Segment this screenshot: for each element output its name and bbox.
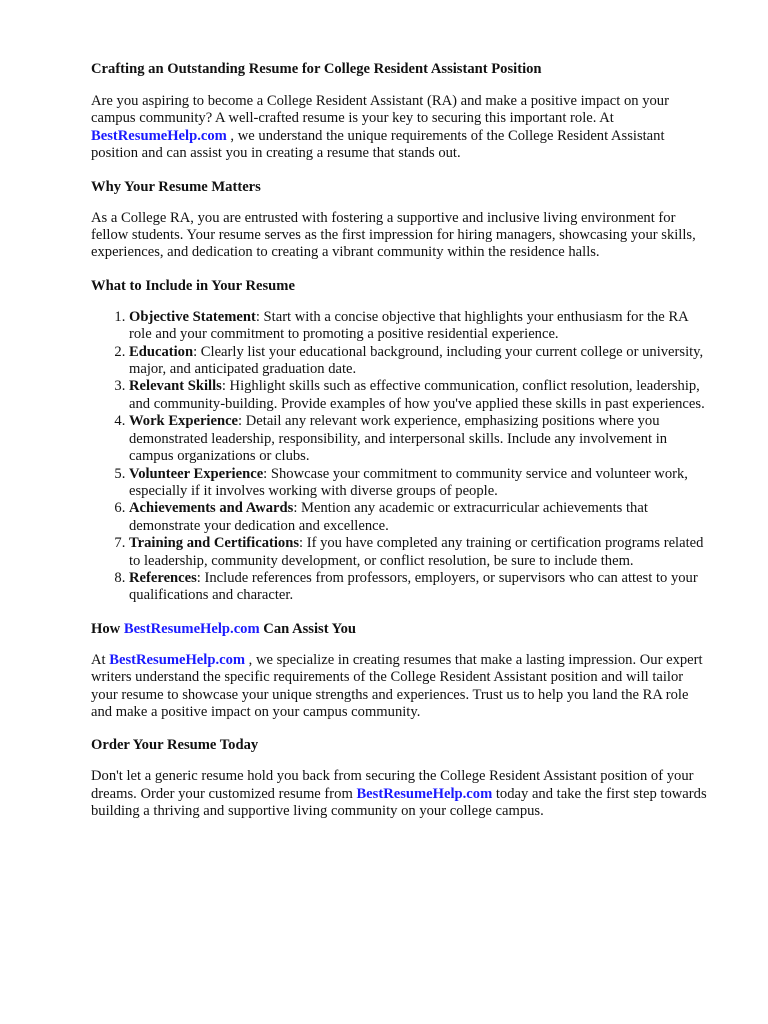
include-heading: What to Include in Your Resume: [91, 277, 295, 294]
list-item-text: : Mention any academic or extracurricular achievements that demonstrate your dedication and excellence.: [129, 500, 648, 534]
assist-heading-start: How: [91, 620, 124, 637]
list-item-term: Work Experience: [129, 413, 239, 430]
assist-text-end: , we specialize in creating resumes that make a lasting impression. Our expert writers understand the specific requirements of the College Resident Assistant position and will tailor your resume to showcase your unique strengths and experiences. Trust us to help you land the RA role and make a positive impact on your campus community.: [91, 651, 703, 720]
list-item: [129, 535, 712, 570]
assist-heading-end: Can Assist You: [259, 620, 357, 637]
list-item-term: References: [129, 569, 197, 586]
list-item-term: Relevant Skills: [129, 378, 222, 395]
list-item: [129, 309, 712, 344]
order-link[interactable]: BestResumeHelp.com: [356, 785, 493, 802]
list-item: [129, 413, 712, 465]
intro-text-start: Are you aspiring to become a College Resident Assistant (RA) and make a positive impact on your campus community? A well-crafted resume is your key to securing this important role. At: [91, 93, 669, 127]
list-item-term: Objective Statement: [129, 308, 256, 325]
list-item-text: : Include references from professors, employers, or supervisors who can attest to your qualifications and character.: [129, 569, 698, 604]
list-item-term: Achievements and Awards: [129, 500, 294, 517]
list-item-text: : Highlight skills such as effective communication, conflict resolution, leadership, and community-building. Provide examples of how you've applied these skills in past experiences.: [129, 378, 705, 412]
list-item: [129, 378, 712, 413]
list-item: [129, 466, 712, 501]
list-item-text: : Start with a concise objective that highlights your enthusiasm for the RA role and your commitment to promoting a positive residential experience.: [129, 308, 688, 343]
list-item: [129, 570, 712, 605]
why-heading: Why Your Resume Matters: [91, 178, 261, 195]
order-text-start: Don't let a generic resume hold you back from securing the College Resident Assistant position of your dreams. Order your customized resume from: [91, 768, 694, 802]
list-item-text: : Showcase your commitment to community service and volunteer work, especially if it involves working with diverse groups of people.: [129, 465, 688, 499]
assist-text-start: At: [91, 651, 110, 668]
list-item-term: Volunteer Experience: [129, 465, 264, 482]
intro-text-end: , we understand the unique requirements of the College Resident Assistant position and can assist you in creating a resume that stands out.: [91, 127, 665, 162]
why-paragraph: As a College RA, you are entrusted with fostering a supportive and inclusive living environment for fellow students. Your resume serves as the first impression for hiring managers, showcasing your skills, experiences, and dedication to creating a vibrant community within the residence halls.: [91, 209, 696, 261]
document-title: Crafting an Outstanding Resume for College Resident Assistant Position: [91, 61, 542, 77]
list-item-term: Education: [129, 343, 194, 360]
list-item-text: : Clearly list your educational background, including your current college or university, major, and anticipated graduation date.: [129, 343, 704, 378]
assist-link[interactable]: BestResumeHelp.com: [109, 651, 246, 668]
list-item: [129, 344, 712, 379]
list-item-text: : If you have completed any training or certification programs related to leadership, community development, or conflict resolution, be sure to include them.: [129, 535, 704, 569]
include-list: [91, 309, 712, 605]
assist-heading-link[interactable]: BestResumeHelp.com: [123, 620, 260, 637]
order-heading: Order Your Resume Today: [91, 737, 259, 754]
assist-paragraph: [91, 652, 712, 722]
order-text-end: today and take the first step towards building a thriving and supportive living community on your college campus.: [91, 785, 707, 820]
intro-link[interactable]: BestResumeHelp.com: [91, 127, 227, 144]
intro-paragraph: [91, 93, 712, 163]
list-item: [129, 500, 712, 535]
assist-heading: [91, 620, 712, 638]
list-item-text: : Detail any relevant work experience, emphasizing positions where you demonstrated leadership, responsibility, and interpersonal skills. Include any involvement in campus organizations or clubs.: [129, 413, 668, 465]
order-paragraph: [91, 768, 712, 820]
list-item-term: Training and Certifications: [129, 535, 299, 552]
